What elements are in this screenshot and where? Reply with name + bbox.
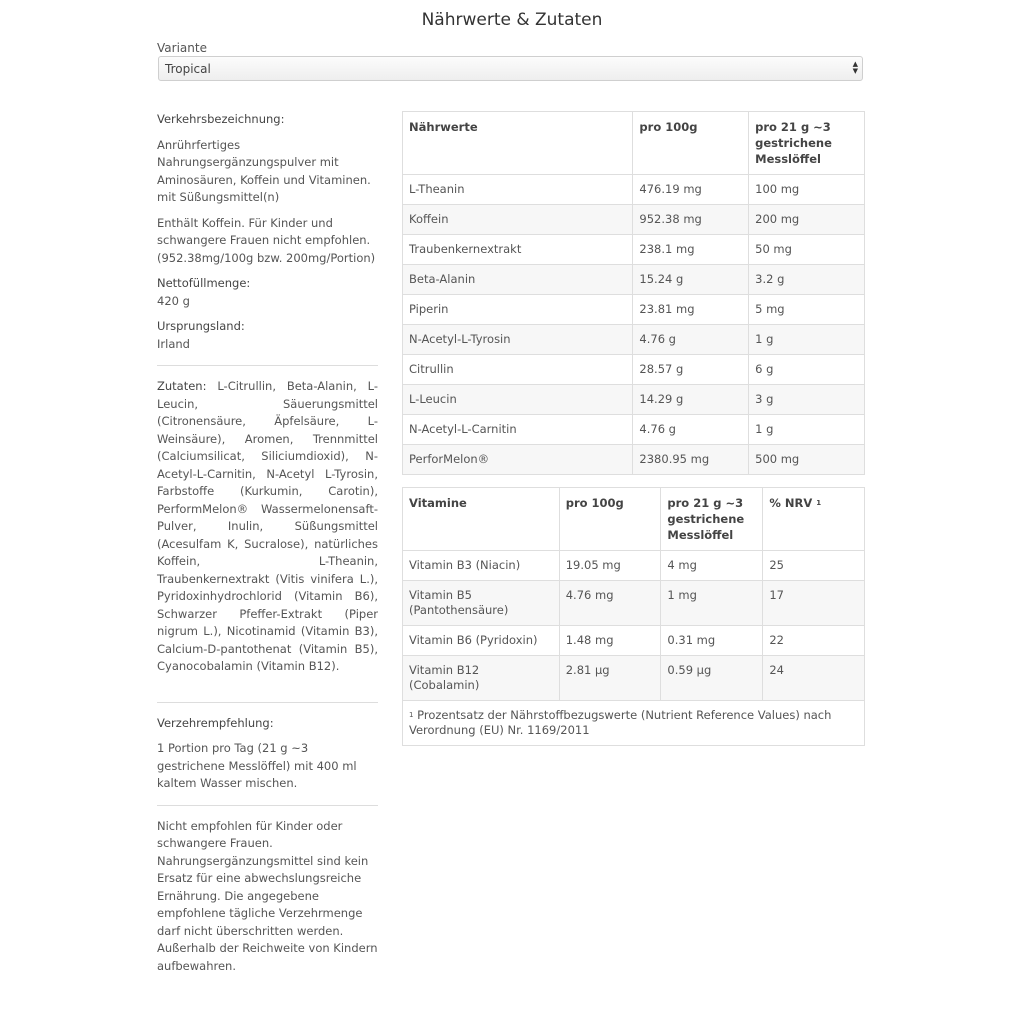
usage-label: Verzehrempfehlung: — [157, 715, 274, 730]
table-cell: 4 mg — [661, 551, 763, 581]
table-cell: 2.81 µg — [559, 656, 661, 701]
ingredients-text: L-Citrullin, Beta-Alanin, L-Leucin, Säuerungsmittel (Citronensäure, Äpfelsäure, L-Weinsäure), Aromen, Trennmittel (Calciumsilicat, Siliciumdioxid), N-Acetyl-L-Carnitin, N-Acetyl L-Tyrosin, Farbstoffe (Kurkumin, Carotin), PerformMelon® Wassermelonensaft-Pulver, Inulin, Süßungsmittel (Acesulfam K, Sucralose), natürliches Koffein, L-Theanin, Traubenkernextrakt (Vitis vinifera L.), Pyridoxinhydrochlorid (Vitamin B6), Schwarzer Pfeffer-Extrakt (Piper nigrum L.), Nicotinamid (Vitamin B3), Calcium-D-pantothenat (Vitamin B5), Cyanocobalamin (Vitamin B12). — [157, 379, 378, 673]
table-cell: 4.76 mg — [559, 581, 661, 626]
table-cell: L-Leucin — [403, 385, 633, 415]
table-cell: 50 mg — [749, 235, 865, 265]
table-cell: Vitamin B3 (Niacin) — [403, 551, 560, 581]
table-cell: Citrullin — [403, 355, 633, 385]
table-cell: Koffein — [403, 205, 633, 235]
nrv-header: % NRV — [769, 496, 813, 510]
page-title: Nährwerte & Zutaten — [421, 10, 603, 30]
table-cell: 238.1 mg — [633, 235, 749, 265]
variant-label: Variante — [157, 41, 207, 55]
table-row — [403, 626, 865, 656]
table-cell: 25 — [763, 551, 865, 581]
designation-text: Anrührfertiges Nahrungsergänzungspulver mit Aminosäuren, Koffein und Vitaminen. mit Süßungsmittel(n) — [157, 137, 371, 204]
table-cell: L-Theanin — [403, 175, 633, 205]
table-cell: 17 — [763, 581, 865, 626]
table-cell: Beta-Alanin — [403, 265, 633, 295]
column-header: Nährwerte — [403, 112, 633, 175]
table-row — [403, 415, 865, 445]
net-weight-value: 420 g — [157, 293, 190, 308]
table-row — [403, 445, 865, 475]
table-cell: 2380.95 mg — [633, 445, 749, 475]
table-header-row — [403, 488, 865, 551]
table-row — [403, 265, 865, 295]
ingredients-label: Zutaten: — [157, 379, 207, 393]
footnote-marker: 1 — [409, 711, 414, 719]
table-row — [403, 175, 865, 205]
table-footnote — [403, 701, 865, 746]
divider — [157, 805, 378, 806]
table-row — [403, 205, 865, 235]
table-cell: 19.05 mg — [559, 551, 661, 581]
table-cell: Vitamin B12 (Cobalamin) — [403, 656, 560, 701]
table-row — [403, 385, 865, 415]
table-header-row — [403, 112, 865, 175]
table-cell: 0.31 mg — [661, 626, 763, 656]
table-row — [403, 235, 865, 265]
table-cell: 5 mg — [749, 295, 865, 325]
variant-select[interactable] — [158, 56, 863, 81]
table-cell: PerforMelon® — [403, 445, 633, 475]
product-info — [157, 111, 378, 975]
caffeine-warning: Enthält Koffein. Für Kinder und schwangere Frauen nicht empfohlen. (952.38mg/100g bzw. 200mg/Portion) — [157, 215, 376, 265]
ingredients — [157, 378, 378, 676]
table-cell: 28.57 g — [633, 355, 749, 385]
table-cell: 0.59 µg — [661, 656, 763, 701]
table-cell: N-Acetyl-L-Tyrosin — [403, 325, 633, 355]
table-cell: 4.76 g — [633, 415, 749, 445]
table-cell: 3.2 g — [749, 265, 865, 295]
table-cell: 23.81 mg — [633, 295, 749, 325]
divider — [157, 365, 378, 366]
table-cell: 3 g — [749, 385, 865, 415]
table-cell: 100 mg — [749, 175, 865, 205]
table-cell: 24 — [763, 656, 865, 701]
table-row — [403, 355, 865, 385]
divider — [157, 702, 378, 703]
table-row — [403, 551, 865, 581]
footnote-marker: 1 — [816, 499, 822, 507]
variant-selected-value: Tropical — [165, 62, 211, 76]
table-cell: 1 g — [749, 325, 865, 355]
table-row — [403, 325, 865, 355]
designation-label: Verkehrsbezeichnung: — [157, 112, 285, 126]
table-cell: Piperin — [403, 295, 633, 325]
table-cell: 22 — [763, 626, 865, 656]
column-header: pro 21 g ~3 gestrichene Messlöffel — [749, 112, 865, 175]
nutrients-table — [402, 111, 865, 475]
net-weight-label: Nettofüllmenge: — [157, 276, 251, 290]
column-header: pro 100g — [559, 488, 661, 551]
table-cell: 1.48 mg — [559, 626, 661, 656]
table-cell: N-Acetyl-L-Carnitin — [403, 415, 633, 445]
select-arrows-icon: ▲ ▼ — [852, 60, 858, 75]
footnote-text: Prozentsatz der Nährstoffbezugswerte (Nutrient Reference Values) nach Verordnung (EU) Nr. 1169/2011 — [409, 708, 832, 737]
table-row — [403, 581, 865, 626]
table-cell: 1 g — [749, 415, 865, 445]
warning-text: Nicht empfohlen für Kinder oder schwangere Frauen. Nahrungsergänzungsmittel sind kein Ersatz für eine abwechslungsreiche Ernährung. Die angegebene empfohlene tägliche Verzehrmenge darf nicht überschritten werden. Außerhalb der Reichweite von Kindern aufbewahren. — [157, 818, 378, 973]
table-cell: 14.29 g — [633, 385, 749, 415]
table-cell: 200 mg — [749, 205, 865, 235]
usage-text: 1 Portion pro Tag (21 g ~3 gestrichene Messlöffel) mit 400 ml kaltem Wasser mischen. — [157, 741, 357, 790]
table-cell: 476.19 mg — [633, 175, 749, 205]
origin-label: Ursprungsland: — [157, 319, 245, 333]
column-header — [763, 488, 865, 551]
table-row — [403, 295, 865, 325]
table-footnote-row — [403, 701, 865, 746]
column-header: Vitamine — [403, 488, 560, 551]
table-cell: 1 mg — [661, 581, 763, 626]
table-cell: 6 g — [749, 355, 865, 385]
table-cell: 4.76 g — [633, 325, 749, 355]
column-header: pro 21 g ~3 gestrichene Messlöffel — [661, 488, 763, 551]
table-cell: 952.38 mg — [633, 205, 749, 235]
table-cell: Vitamin B5 (Pantothensäure) — [403, 581, 560, 626]
origin-value: Irland — [157, 336, 190, 351]
column-header: pro 100g — [633, 112, 749, 175]
table-cell: 500 mg — [749, 445, 865, 475]
table-row — [403, 656, 865, 701]
table-cell: 15.24 g — [633, 265, 749, 295]
table-cell: Traubenkernextrakt — [403, 235, 633, 265]
vitamins-table — [402, 487, 865, 746]
table-cell: Vitamin B6 (Pyridoxin) — [403, 626, 560, 656]
